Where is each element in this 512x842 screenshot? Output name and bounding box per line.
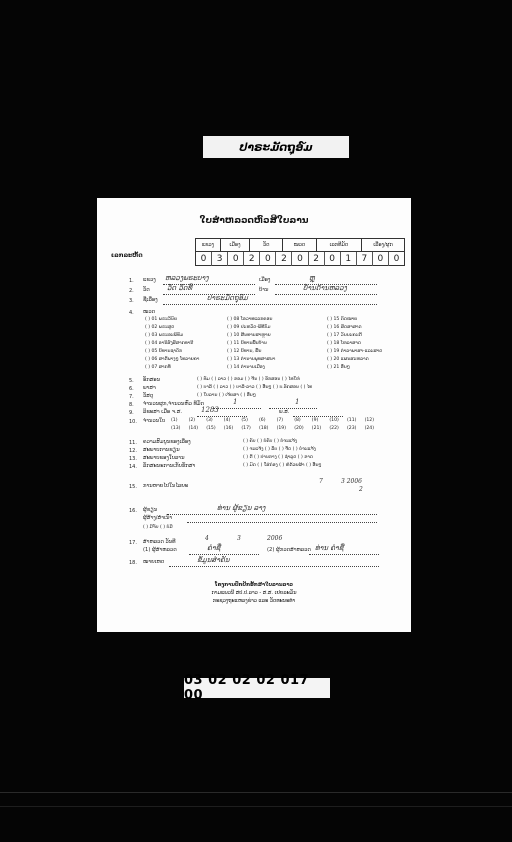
field-storage-label: ລັກສະນະການເກັບຮັກສາ	[143, 463, 196, 469]
code-col-4: ໝວດ	[283, 239, 316, 251]
row-number: 8.	[129, 402, 134, 408]
category-option: ( ) 06 ສາດີພາງໆ ໂທລາຍຄາ	[145, 357, 200, 362]
code-digit: 2	[244, 252, 260, 266]
leaf-count-slot: (24)	[364, 426, 375, 431]
field-title-value: ປາຣະມັດຖຸອ໌ມ	[207, 294, 248, 302]
header-label: ປາຣະມັດຖຸອ໌ມ	[203, 136, 349, 158]
code-digit: 1	[341, 252, 357, 266]
manuscript-id-label: 03 02 02 02 017 00	[184, 678, 330, 698]
manuscript-survey-form	[97, 198, 411, 632]
leaf-count-slot: (19)	[276, 426, 287, 431]
category-option: ( ) 05 ນິທານຊາດົກ	[145, 349, 183, 354]
leaf-count-slot: (6)	[259, 418, 266, 423]
category-option: ( ) 08 ໂອວາທແລກຄອນ	[227, 317, 273, 322]
field-sponsor-label: ຜູ້ສ້າງ/ສຳເນົາ	[143, 515, 173, 521]
code-col-1: ແຂວງ	[196, 239, 221, 251]
category-option: ( ) 14 ຕຳນານເມືອງ	[227, 365, 265, 370]
code-digit: 0	[325, 252, 341, 266]
leaf-count-slot: (14)	[188, 426, 199, 431]
leaf-count-slot: (13)	[171, 426, 181, 431]
category-option: ( ) 17 ວັນນະຄະດີ	[327, 333, 362, 338]
field-district-label: ເມືອງ	[259, 277, 271, 283]
field-date-value-a: 1283	[201, 406, 219, 414]
field-loss-value-a: 7	[319, 478, 323, 485]
field-condition-label: ສະພາບຂອງໃບລານ	[143, 455, 185, 461]
field-language-options: ( ) ບາລີ ( ) ລາວ ( ) ບາລີ-ລາວ ( ) ອື່ນໆ ( ) ບ.ອັກສອນ ( ) ໄທ	[197, 385, 313, 390]
field-survey-year: 2006	[267, 535, 283, 542]
category-option: ( ) 01 ພຣະວິນັຍ	[145, 317, 178, 322]
field-remark-label: ໝາຍເຫດ	[143, 559, 165, 565]
leaf-count-slot: (10)	[329, 418, 339, 423]
field-survey-month: 3	[237, 535, 241, 542]
field-date-label: ລິຂະສາ ເມື່ອ ຈ.ສ.	[143, 409, 183, 415]
field-material-label: ວັສດຸ	[143, 393, 154, 399]
leaf-count-slot: (7)	[276, 418, 284, 423]
field-survey-date-label: ສຳຫລວດ ວັນທີ	[143, 539, 176, 545]
row-number: 5.	[129, 378, 134, 384]
category-option: ( ) 07 ສາກທີ	[145, 365, 171, 370]
category-option: ( ) 13 ຕຳນານພຸທສາສນາ	[227, 357, 276, 362]
leaf-count-slot: (9)	[311, 418, 319, 423]
code-digit: 3	[212, 252, 228, 266]
field-scribe-value: ທ່ານ ຜູ້ຂຽນ ລາງ	[217, 504, 266, 512]
leaf-count-slot: (23)	[347, 426, 357, 431]
leaf-count-slot: (2)	[188, 418, 196, 423]
category-option: ( ) 21 ອື່ນໆ	[327, 365, 350, 370]
field-colophon-options: ( ) ມີຈົບ ( ) ບໍ່ມີ	[143, 525, 173, 530]
code-digit: 2	[276, 252, 292, 266]
code-digit: 0	[196, 252, 212, 266]
row-number: 14.	[129, 464, 137, 470]
leaf-count-slot: (15)	[206, 426, 216, 431]
footer-line-2: ກາມແພວນີ ສປ.ປ.ລາວ - ສ.ສ. ເຢຍລະມັນ	[211, 590, 297, 596]
leaf-count-slot: (8)	[294, 418, 301, 423]
code-digit: 7	[357, 252, 373, 266]
field-script-options: ( ) ທັມ ( ) ລາວ ( ) ຂອມ ( ) ຈີນ ( ) ອັກສອນ ( ) ໄທໃຫ່	[197, 377, 300, 382]
field-province-label: ແຂວງ	[143, 277, 156, 283]
code-digit: 0	[292, 252, 308, 266]
leaf-count-slot: (5)	[241, 418, 248, 423]
row-number: 18.	[129, 560, 137, 566]
footer-line-3: ກະຊວງຖະແຫລງຂ່າວ ແລະ ວັດທະນະທຳ	[212, 598, 296, 604]
row-number: 7.	[129, 394, 134, 400]
row-number: 16.	[129, 508, 137, 514]
leaf-count-slot: (21)	[311, 426, 322, 431]
field-writing-label: ສະພາບການຂຽນ	[143, 447, 180, 453]
field-writing-options: ( ) ຈະແຈ້ງ ( ) ລຶບ ( ) ຈືດ ( ) ບໍ່ຈະແຈ້ງ	[243, 447, 316, 452]
field-remark-value: ຂໍ້ມູນສຳຄັນ	[197, 556, 230, 564]
field-village-value: ບ້ານດ້ານຫລວງ	[303, 284, 347, 292]
category-option: ( ) 15 ກົດໝາຍ	[327, 317, 358, 322]
code-digit: 0	[228, 252, 244, 266]
category-option: ( ) 12 ນິທານ, ພື້ນ	[227, 349, 262, 354]
field-material-options: ( ) ໃບລານ ( ) ເຈ້ຍສາ ( ) ອື່ນໆ	[197, 393, 256, 398]
category-option: ( ) 02 ພຣະສູດ	[145, 325, 175, 330]
field-temple-value: ວັດ ວັດທີ່	[167, 284, 193, 292]
leaf-count-slot: (11)	[347, 418, 357, 423]
field-loss-value-b: 3 2006	[341, 478, 362, 485]
code-col-5: ເລກທີມັດ	[317, 239, 363, 251]
category-option: ( ) 11 ນິທານພື້ນບ້ານ	[227, 341, 267, 346]
row-number: 9.	[129, 410, 134, 416]
field-leaves-label: ຈຳນວນໃບ	[143, 418, 166, 424]
category-option: ( ) 20 ແຜນສະຫລາດ	[327, 357, 369, 362]
category-option: ( ) 10 ສີນທານສາຫຼາຍ	[227, 333, 271, 338]
leaf-count-slot: (18)	[259, 426, 269, 431]
code-grid	[195, 238, 405, 266]
footer-line-1: ໂຄງການປົກປັກຮັກສາໃບລານລາວ	[215, 582, 293, 588]
category-option: ( ) 19 ຕຳລາພາສາ-ແລະສາດ	[327, 349, 383, 354]
field-category-label: ໝວດ	[143, 309, 156, 315]
code-label: ເລກລະຫັດ	[111, 252, 143, 259]
leaf-count-slot: (4)	[223, 418, 231, 423]
category-option: ( ) 18 ໂຫລາສາດ	[327, 341, 361, 346]
row-number: 17.	[129, 540, 137, 546]
category-option: ( ) 16 ສັດສາສາດ	[327, 325, 362, 330]
category-option: ( ) 04 ອານິສົງສ໌ສາກທານີ	[145, 341, 194, 346]
row-number: 4.	[129, 310, 134, 316]
form-title: ໃບສຳຫລວດຫົວສີໃບລານ	[199, 216, 309, 226]
row-number: 6.	[129, 386, 134, 392]
row-number: 11.	[129, 440, 137, 446]
code-col-6: ເລື່ອງ/ຜູກ	[373, 242, 393, 248]
code-digit: 0	[260, 252, 276, 266]
leaf-count-slot: (17)	[241, 426, 251, 431]
field-scribe-label: ຜູ້ຂຽນ	[143, 507, 158, 513]
row-number: 10.	[129, 419, 137, 425]
field-checker-value: ທ່ານ ຄໍາຊື່	[315, 544, 344, 552]
row-number: 2.	[129, 288, 134, 294]
code-col-2: ເມືອງ	[221, 239, 250, 251]
category-option: ( ) 09 ປະຫວັດ-ພິທີກັມ	[227, 325, 271, 330]
row-number: 15.	[129, 484, 137, 490]
field-fascicle-value-a: 1	[233, 398, 238, 406]
code-digit: 0	[373, 252, 389, 266]
field-date-mid-label: ພ.ສ.	[279, 409, 290, 415]
leaf-count-slot: (1)	[171, 418, 178, 423]
row-number: 12.	[129, 448, 137, 454]
field-temple-label: ວັດ	[143, 287, 150, 293]
field-fascicle-label: ຈຳນວນຜູກ,ຈຳນວນຫົວ ທີມັດ	[143, 401, 205, 407]
code-digit: 2	[309, 252, 325, 266]
field-surveyor-value: ຄໍາຊື່	[207, 544, 221, 552]
leaf-count-slot: (20)	[294, 426, 304, 431]
leaf-count-slot: (3)	[206, 418, 213, 423]
field-script-label: ອັກສອນ	[143, 377, 161, 383]
field-completeness-options: ( ) ຄົບ ( ) ບໍ່ຄົບ ( ) ບໍ່ຈະແຈ້ງ	[243, 439, 298, 444]
field-loss-value-c: 2	[359, 486, 363, 493]
field-loss-label: ການຫາຍໄປໃນໄລຍະ	[143, 483, 189, 489]
field-survey-day: 4	[205, 535, 209, 542]
field-checker-label: (2) ຜູ້ກວດສຳຫລວດ	[267, 547, 311, 553]
field-surveyor-label: (1) ຜູ້ສຳຫລວດ	[143, 547, 177, 553]
field-completeness-label: ຄວາມສົມບູນຂອງເລື່ອງ	[143, 439, 191, 445]
field-condition-options: ( ) ດີ ( ) ປານກາງ ( ) ຊຳລຸດ ( ) ຂາດ	[243, 455, 313, 460]
field-fascicle-value-b: 1	[295, 398, 300, 406]
code-digit: 0	[393, 254, 400, 264]
leaf-count-slot: (22)	[329, 426, 339, 431]
field-storage-options: ( ) ມັດ ( ) ໃສ່ກ່ອງ ( ) ຫໍ່ດ້ວຍຜ້າ ( ) ອື່ນໆ	[243, 463, 322, 468]
category-option: ( ) 03 ພຣະອະພິທັມ	[145, 333, 184, 338]
code-col-3: ວັດ	[250, 239, 283, 251]
field-village-label: ບ້ານ	[259, 287, 269, 293]
row-number: 13.	[129, 456, 137, 462]
leaf-count-slot: (16)	[223, 426, 234, 431]
leaf-count-slot: (12)	[364, 418, 375, 423]
row-number: 1.	[129, 278, 134, 284]
field-province-value: ຫລວງພຣະບາງ	[165, 274, 209, 282]
row-number: 3.	[129, 298, 134, 304]
field-district-value: ຫຼຸ	[309, 274, 315, 282]
field-language-label: ພາສາ	[143, 385, 156, 391]
field-title-label: ຊື່ເລື່ອງ	[143, 297, 158, 303]
